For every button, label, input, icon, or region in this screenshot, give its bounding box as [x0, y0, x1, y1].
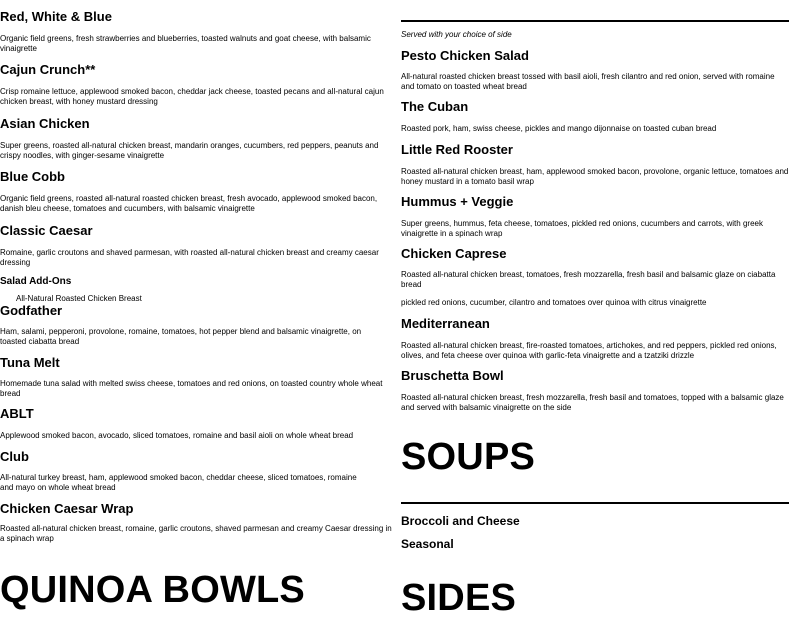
sides-section-header-clip — [401, 576, 789, 619]
menu-item — [0, 9, 112, 25]
menu-item — [401, 99, 468, 115]
item-title: Chicken Caesar Wrap — [0, 501, 134, 516]
item-title: Club — [0, 449, 29, 464]
item-description: All-natural turkey breast, ham, applewood smoked bacon, cheddar cheese, sliced tomatoes, romaine and mayo on whole wheat bread — [0, 473, 357, 492]
item-description: Romaine, garlic croutons and shaved parmesan, with roasted all-natural chicken breast and creamy caesar dressing — [0, 248, 379, 267]
item-title: Pesto Chicken Salad — [401, 48, 529, 63]
menu-item — [401, 368, 504, 384]
menu-item — [0, 449, 29, 465]
soups-section-title: SOUPS — [401, 436, 536, 478]
quinoa-section-header-clip — [0, 566, 392, 611]
section-divider — [401, 502, 789, 504]
menu-item — [0, 303, 62, 319]
item-title: The Cuban — [401, 99, 469, 114]
quinoa-overflow-clip — [401, 296, 789, 305]
item-title: Godfather — [0, 303, 63, 318]
soup-item: Seasonal — [401, 537, 454, 551]
menu-item — [401, 48, 529, 64]
item-description: Roasted all-natural chicken breast, fresh mozzarella, fresh basil and tomatoes, topped with a balsamic glaze and served with balsamic vinaigrette on the side — [401, 393, 784, 412]
item-title: Hummus + Veggie — [401, 194, 514, 209]
item-title: Asian Chicken — [0, 116, 90, 131]
menu-item — [401, 194, 513, 210]
section-divider — [401, 20, 789, 22]
item-title: Tuna Melt — [0, 355, 60, 370]
item-title: Little Red Rooster — [401, 142, 513, 157]
menu-item — [0, 223, 93, 239]
item-description: Organic field greens, fresh strawberries and blueberries, toasted walnuts and goat cheese, with balsamic vinaigrette — [0, 34, 371, 53]
menu-item — [401, 316, 490, 332]
item-description: Roasted pork, ham, swiss cheese, pickles and mango dijonnaise on toasted cuban bread — [401, 124, 717, 133]
menu-item — [0, 355, 60, 371]
salad-addons-line: All-Natural Roasted Chicken Breast — [16, 294, 142, 303]
menu-item — [0, 406, 34, 422]
item-description: Roasted all-natural chicken breast, ham, applewood smoked bacon, provolone, organic lettuce, tomatoes and honey mustard in a tomato basil wrap — [401, 167, 789, 186]
item-description: Organic field greens, roasted all-natural roasted chicken breast, fresh avocado, applewood smoked bacon, danish bleu cheese, tomatoes and cucumbers, with balsamic vinaigrette — [0, 194, 378, 213]
menu-item — [0, 169, 65, 185]
item-description: Super greens, hummus, feta cheese, tomatoes, pickled red onions, cucumbers and carrots, with greek vinaigrette in a spinach wrap — [401, 219, 763, 238]
item-title: Cajun Crunch** — [0, 62, 96, 77]
quinoa-overflow-text: pickled red onions, cucumber, cilantro and tomatoes over quinoa with citrus vinaigrette — [401, 298, 707, 307]
soup-item: Broccoli and Cheese — [401, 514, 520, 528]
item-description: Homemade tuna salad with melted swiss cheese, tomatoes and red onions, on toasted country whole wheat bread — [0, 379, 383, 398]
item-title: Classic Caesar — [0, 223, 93, 238]
menu-item — [0, 62, 95, 78]
sides-section-title: SIDES — [401, 577, 517, 619]
salad-addons-overflow — [0, 294, 392, 303]
item-title: ABLT — [0, 406, 34, 421]
item-description: Roasted all-natural chicken breast, tomatoes, fresh mozzarella, fresh basil and balsamic glaze on ciabatta bread — [401, 270, 776, 289]
item-description: All-natural roasted chicken breast tossed with basil aioli, fresh cilantro and red onion, served with romaine and tomato on toasted wheat bread — [401, 72, 775, 91]
item-description: Applewood smoked bacon, avocado, sliced tomatoes, romaine and basil aioli on whole wheat bread — [0, 431, 354, 440]
quinoa-section-title: QUINOA BOWLS — [0, 569, 305, 611]
item-title: Blue Cobb — [0, 169, 65, 184]
item-description: Roasted all-natural chicken breast, romaine, garlic croutons, shaved parmesan and creamy Caesar dressing in a spinach wrap — [0, 524, 392, 543]
item-title: Chicken Caprese — [401, 246, 507, 261]
item-title: Bruschetta Bowl — [401, 368, 504, 383]
sandwich-note: Served with your choice of side — [401, 30, 512, 39]
item-description: Roasted all-natural chicken breast, fire-roasted tomatoes, artichokes, and red peppers, pickled red onions, olives, and feta cheese over quinoa with garlic-feta vinaigrette and a tzatziki drizzle — [401, 341, 777, 360]
menu-item — [0, 116, 90, 132]
item-description: Crisp romaine lettuce, applewood smoked bacon, cheddar jack cheese, toasted pecans and all-natural cajun chicken breast, with honey mustard dressing — [0, 87, 384, 106]
item-description: Super greens, roasted all-natural chicken breast, mandarin oranges, cucumbers, red peppers, peanuts and crispy noodles, with ginger-sesame vinaigrette — [0, 141, 379, 160]
item-description: Ham, salami, pepperoni, provolone, romaine, tomatoes, hot pepper blend and balsamic vinaigrette, on toasted ciabatta bread — [0, 327, 362, 346]
menu-item — [401, 246, 507, 262]
salad-addons-title: Salad Add-Ons — [0, 276, 72, 287]
item-title: Mediterranean — [401, 316, 490, 331]
menu-item — [0, 501, 133, 517]
item-title: Red, White & Blue — [0, 9, 112, 24]
menu-item — [401, 142, 513, 158]
